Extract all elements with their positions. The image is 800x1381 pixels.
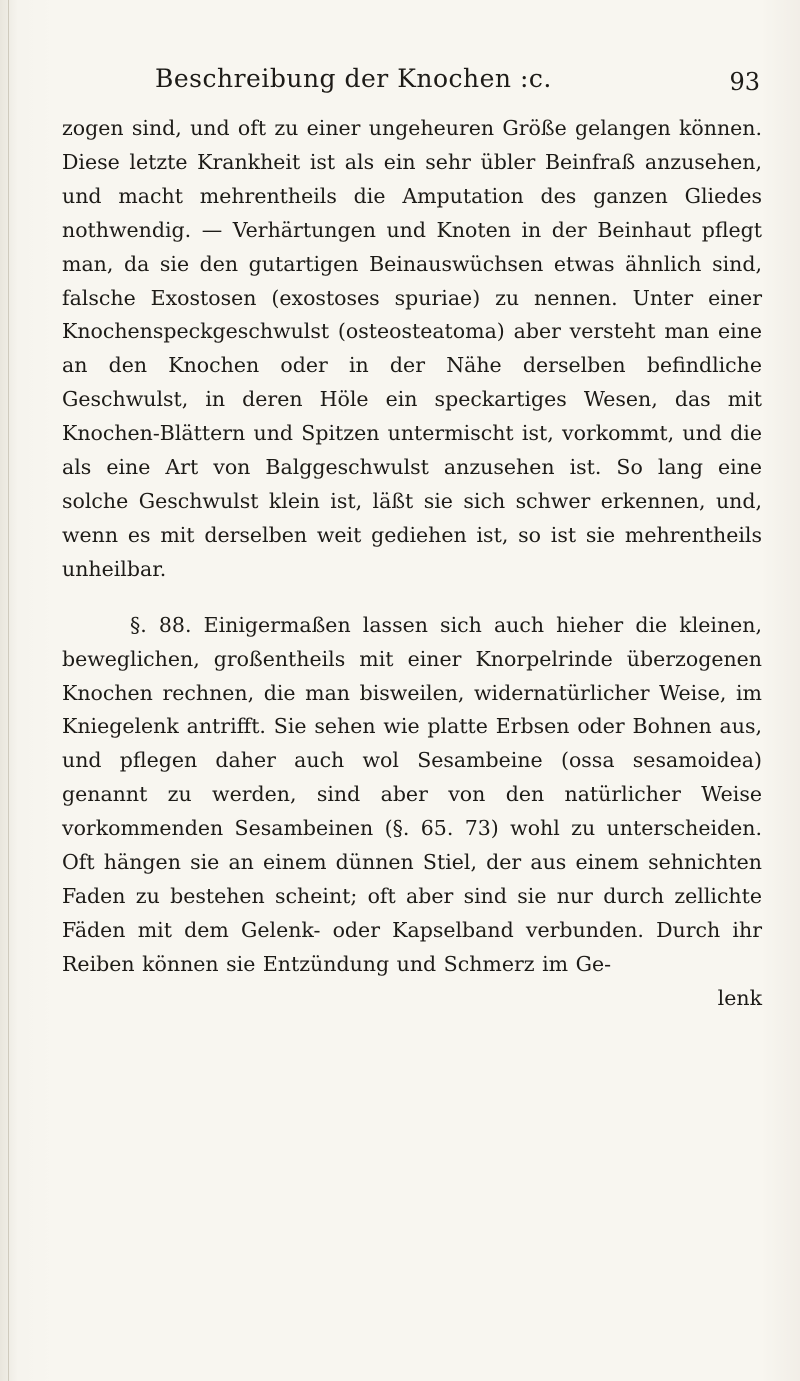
running-head: Beschreibung der Knochen :c. bbox=[155, 64, 552, 93]
body-text bbox=[62, 112, 762, 1016]
paragraph-2: §. 88. Einigermaßen lassen sich auch hieher die kleinen, beweglichen, großentheils mit einer Knorpelrinde überzogenen Knochen rechnen, die man bisweilen, widernatürlicher Weise, im Kniegelenk antrifft. Sie sehen wie platte Erbsen oder Bohnen aus, und pflegen daher auch wol Sesambeine (ossa sesamoidea) genannt zu werden, sind aber von den natürlicher Weise vorkommenden Sesambeinen (§. 65. 73) wohl zu unterscheiden. Oft hängen sie an einem dünnen Stiel, der aus einem sehnichten Faden zu bestehen scheint; oft aber sind sie nur durch zellichte Fäden mit dem Gelenk- oder Kapselband verbunden. Durch ihr Reiben können sie Entzündung und Schmerz im Ge- bbox=[62, 612, 762, 976]
page-header bbox=[60, 64, 760, 100]
page-gutter-edge bbox=[8, 0, 9, 1381]
catchword: lenk bbox=[717, 985, 762, 1010]
paragraph-1: zogen sind, und oft zu einer ungeheuren Größe gelangen können. Diese letzte Krankheit ist als ein sehr übler Beinfraß anzusehen, und macht mehrentheils die Amputation des ganzen Gliedes nothwendig. — Verhärtungen und Knoten in der Beinhaut pflegt man, da sie den gutartigen Beinauswüchsen etwas ähnlich sind, falsche Exostosen (exostoses spuriae) zu nennen. Unter einer Knochenspeckgeschwulst (osteosteatoma) aber versteht man eine an den Knochen oder in der Nähe derselben befindliche Geschwulst, in deren Höle ein speckartiges Wesen, das mit Knochen-Blättern und Spitzen untermischt ist, vorkommt, und die als eine Art von Balggeschwulst anzusehen ist. So lang eine solche Geschwulst klein ist, läßt sie sich schwer erkennen, und, wenn es mit derselben weit gediehen ist, so ist sie mehrentheils unheilbar. bbox=[62, 116, 762, 581]
page-number: 93 bbox=[729, 68, 760, 96]
